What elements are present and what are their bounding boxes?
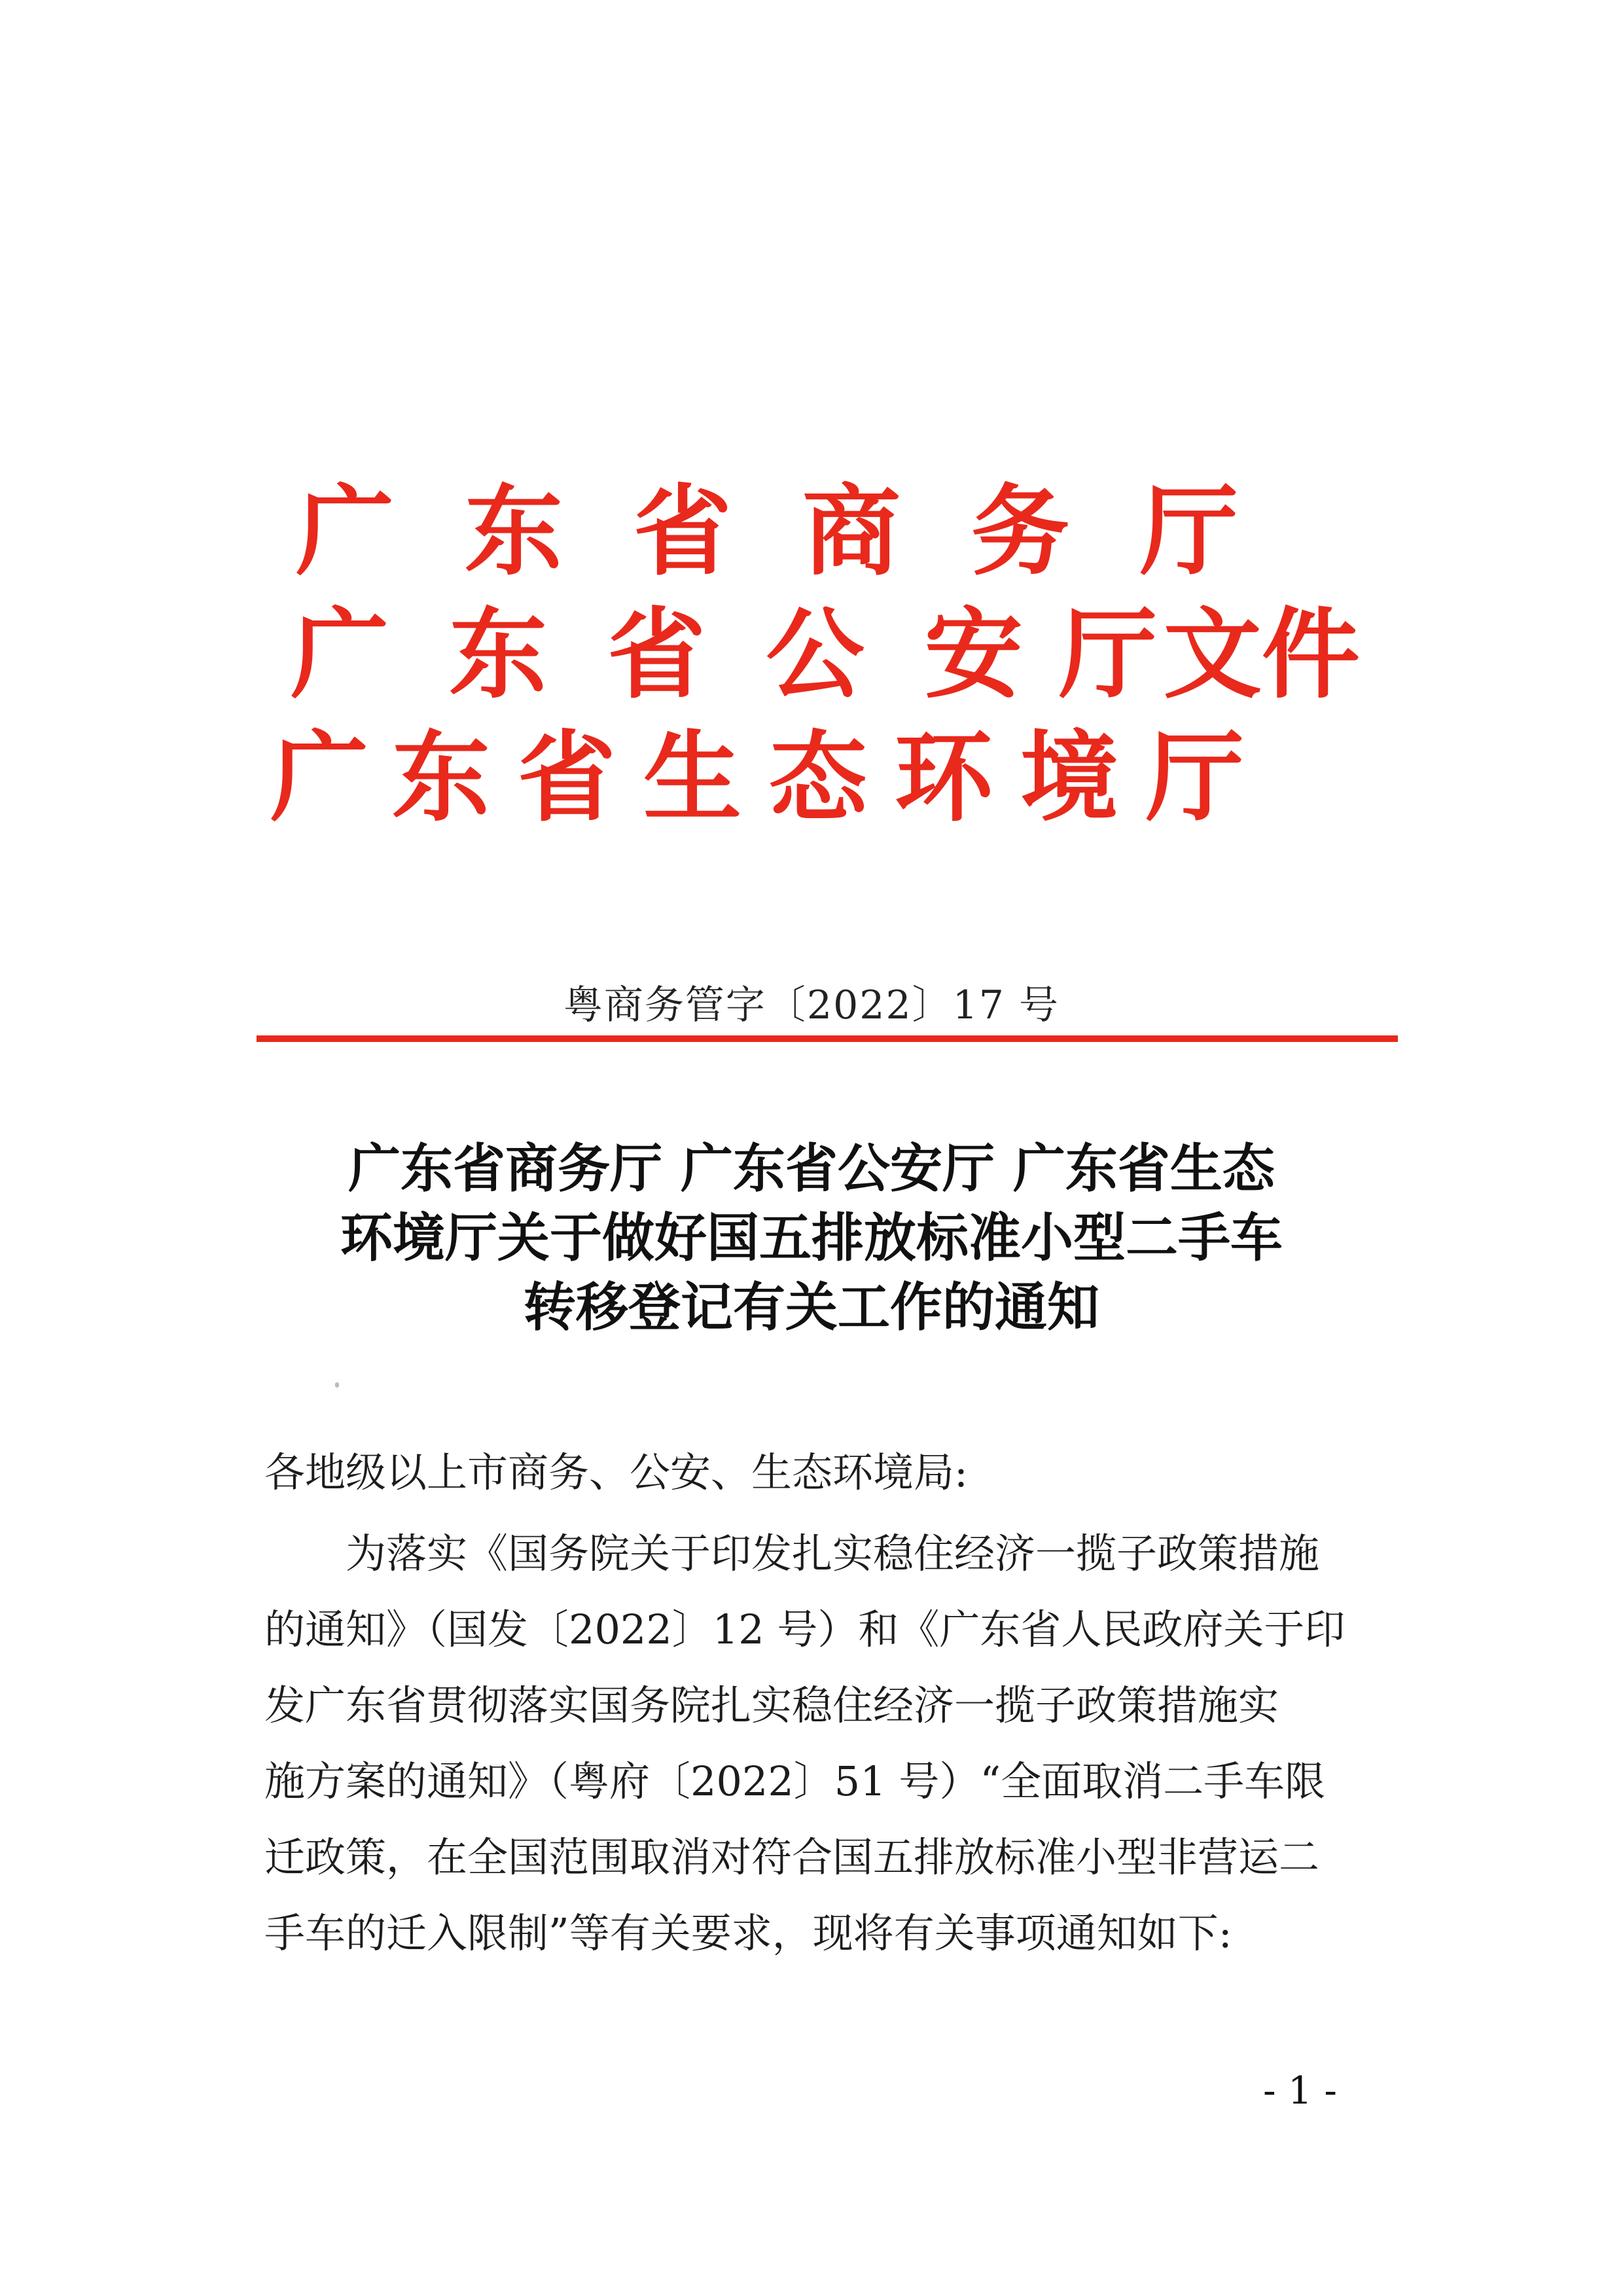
header-char: 省	[517, 720, 616, 835]
header-char: 公	[766, 597, 865, 712]
header-char: 省	[633, 474, 732, 589]
body-line-4: 施方案的通知》（粤府〔2022〕51 号）“全面取消二手车限	[264, 1757, 1326, 1805]
title-line-3: 转移登记有关工作的通知	[524, 1276, 1099, 1338]
header-char: 务	[971, 474, 1069, 589]
body-line-2: 的通知》（国发〔2022〕12 号）和《广东省人民政府关于印	[264, 1605, 1346, 1653]
salutation: 各地级以上市商务、公安、生态环境局:	[264, 1448, 968, 1496]
header-char: 安	[924, 597, 1023, 712]
page-number: - 1 -	[1263, 2068, 1337, 2113]
title-line-2: 环境厅关于做好国五排放标准小型二手车	[340, 1207, 1283, 1268]
header-char: 广	[295, 474, 394, 589]
body-line-6: 手车的迁入限制”等有关要求，现将有关事项通知如下:	[264, 1909, 1232, 1957]
header-char: 广	[270, 720, 368, 835]
body-line-3: 发广东省贯彻落实国务院扎实稳住经济一揽子政策措施实	[264, 1681, 1279, 1729]
header-char: 厅	[1059, 597, 1158, 712]
body-paragraph	[264, 1516, 1377, 1971]
header-char: 生	[643, 720, 741, 835]
scan-speck	[335, 1382, 339, 1388]
body-line-5: 迁政策，在全国范围取消对符合国五排放标准小型非营运二	[264, 1833, 1320, 1881]
header-line-1	[260, 470, 1360, 593]
document-number: 粤商务管字〔2022〕17 号	[563, 982, 1060, 1028]
header-char: 件	[1261, 597, 1360, 712]
header-char: 环	[894, 720, 993, 835]
header-char: 东	[391, 720, 490, 835]
header-char: 广	[291, 597, 389, 712]
issuing-authority-header	[260, 470, 1360, 839]
header-line-2	[260, 593, 1360, 716]
header-char: 商	[802, 474, 901, 589]
header-char: 境	[1020, 720, 1118, 835]
header-line-3	[260, 716, 1360, 839]
header-char: 厅	[1139, 474, 1238, 589]
title-line-1: 广东省商务厅 广东省公安厅 广东省生态	[348, 1138, 1275, 1199]
header-char: 文	[1163, 597, 1262, 712]
header-char: 态	[768, 720, 867, 835]
body-line-1: 为落实《国务院关于印发扎实稳住经济一揽子政策措施	[346, 1530, 1320, 1577]
document-title	[0, 1134, 1623, 1342]
header-char: 厅	[1145, 720, 1244, 835]
red-separator-rule	[257, 1035, 1398, 1042]
header-char: 东	[464, 474, 563, 589]
header-char: 省	[607, 597, 706, 712]
header-char: 东	[449, 597, 548, 712]
